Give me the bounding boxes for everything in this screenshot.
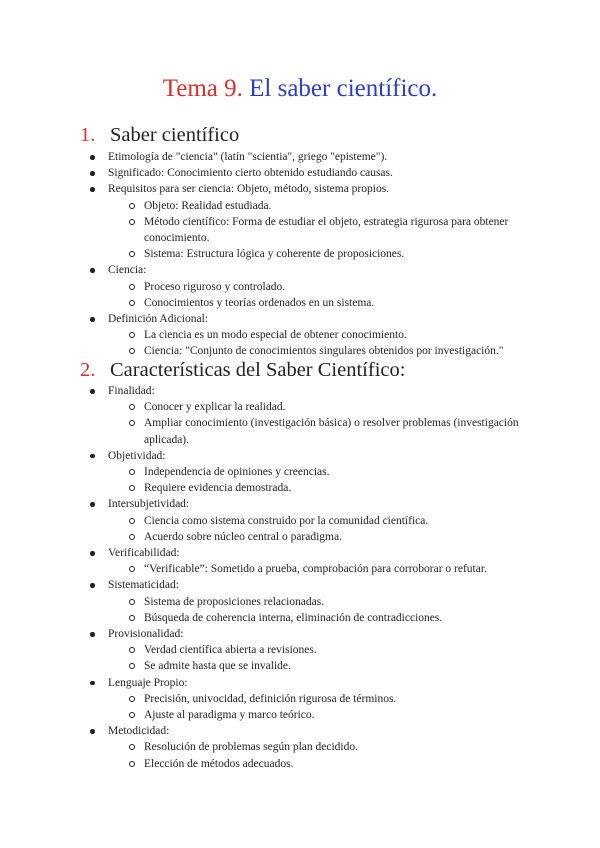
sub-list [108,327,566,359]
list-item-text: Significado: Conocimiento cierto obtenido estudiando causas. [108,167,393,180]
list-item-text: Finalidad: [108,385,155,397]
section-heading-1 [80,123,239,147]
sub-list [108,642,566,674]
sub-list-item: Sistema: Estructura lógica y coherente de proposiciones. [108,246,566,262]
section-heading-2 [80,358,405,382]
sub-list [108,464,566,496]
sub-list-item: Elección de métodos adecuados. [108,756,566,772]
section-2-list [86,383,566,772]
sub-list-item: Requiere evidencia demostrada. [108,480,566,496]
sub-list-item: Resolución de problemas según plan decidido. [108,739,566,755]
list-item-text: Sistematicidad: [108,579,179,592]
list-item-text: Verificabilidad: [108,547,180,560]
list-item-text: Metodicidad: [108,725,170,738]
sub-list-item: Independencia de opiniones y creencias. [108,464,566,480]
list-item [86,311,566,360]
sub-list-item: Sistema de proposiciones relacionadas. [108,594,566,610]
list-item [86,448,566,497]
sub-list [108,279,566,311]
list-item [86,181,566,262]
section-number: 2. [80,359,96,381]
list-item [86,626,566,675]
list-item [86,545,566,577]
list-item [86,383,566,448]
sub-list [108,198,566,263]
sub-list [108,594,566,626]
list-item-text: Etimología de "ciencia" (latín "scientia", griego "episteme"). [108,151,388,163]
title-number: Tema 9. [162,75,243,102]
sub-list-item: Ciencia como sistema construido por la comunidad científica. [108,513,566,529]
sub-list-item: Método científico: Forma de estudiar el objeto, estrategia rigurosa para obtener conocimiento. [108,214,566,246]
list-item-text: Intersubjetividad: [108,498,190,511]
list-item-text: Objetividad: [108,449,166,462]
title-text: El saber científico. [249,75,438,102]
page-title [0,74,600,104]
sub-list [108,561,566,577]
list-item [86,723,566,772]
sub-list-item: La ciencia es un modo especial de obtener conocimiento. [108,327,566,343]
sub-list-item: Verdad científica abierta a revisiones. [108,642,566,658]
list-item-text: Lenguaje Propio: [108,676,188,689]
list-item [86,496,566,545]
sub-list-item: Se admite hasta que se invalide. [108,658,566,674]
list-item [86,262,566,311]
sub-list [108,739,566,771]
sub-list [108,399,566,448]
sub-list-item: Búsqueda de coherencia interna, eliminación de contradicciones. [108,610,566,626]
sub-list [108,513,566,545]
sub-list-item: Acuerdo sobre núcleo central o paradigma. [108,529,566,545]
sub-list-item: Objeto: Realidad estudiada. [108,198,566,214]
sub-list-item: Proceso riguroso y controlado. [108,279,566,295]
sub-list-item: Ciencia: "Conjunto de conocimientos singulares obtenidos por investigación." [108,343,566,359]
sub-list-item: Conocimientos y teorías ordenados en un sistema. [108,295,566,311]
sub-list-item: Conocer y explicar la realidad. [108,399,566,415]
list-item [86,675,566,724]
list-item-text: Definición Adicional: [108,313,208,326]
section-title: Saber científico [110,124,240,146]
list-item [86,149,566,165]
section-number: 1. [80,124,96,146]
section-1-list [86,149,566,360]
section-title: Características del Saber Científico: [110,359,406,381]
list-item [86,165,566,181]
sub-list [108,691,566,723]
sub-list-item: Ampliar conocimiento (investigación básica) o resolver problemas (investigación aplicada). [108,415,566,447]
sub-list-item: “Verificable”: Sometido a prueba, comprobación para corroborar o refutar. [108,561,566,577]
list-item-text: Requisitos para ser ciencia: Objeto, método, sistema propios. [108,183,390,196]
list-item-text: Ciencia: [108,264,147,277]
list-item [86,577,566,626]
sub-list-item: Ajuste al paradigma y marco teórico. [108,707,566,723]
list-item-text: Provisionalidad: [108,628,184,641]
sub-list-item: Precisión, univocidad, definición rigurosa de términos. [108,691,566,707]
